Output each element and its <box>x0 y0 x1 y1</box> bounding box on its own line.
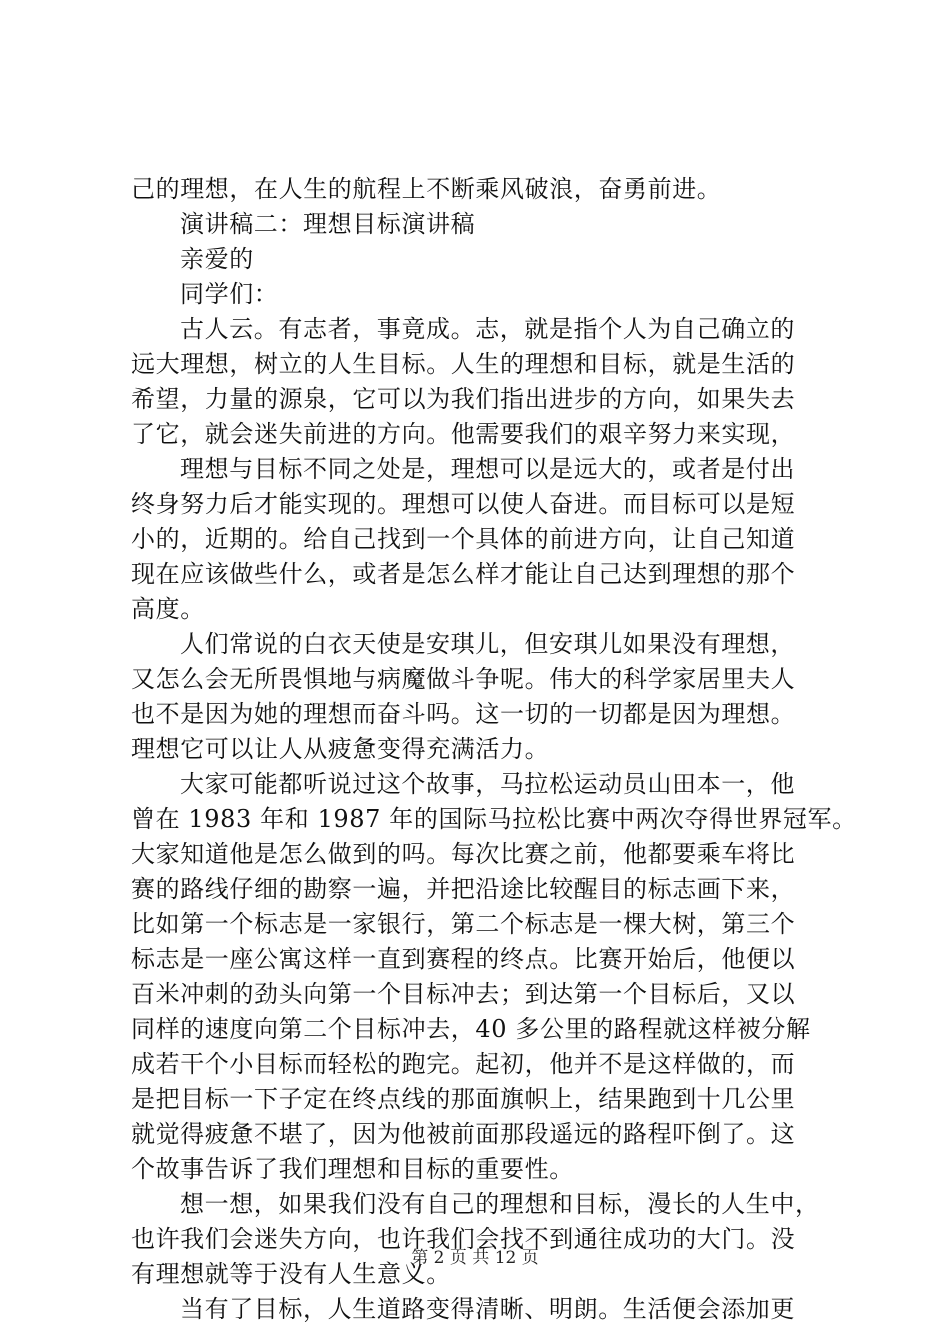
text-line: 现在应该做些什么，或者是怎么样才能让自己达到理想的那个 <box>131 560 796 588</box>
text-line: 己的理想，在人生的航程上不断乘风破浪，奋勇前进。 <box>131 175 722 203</box>
text-line: 了它，就会迷失前进的方向。他需要我们的艰辛努力来实现， <box>131 420 796 448</box>
document-body <box>131 172 857 1327</box>
text-line: 小的，近期的。给自己找到一个具体的前进方向，让自己知道 <box>131 525 796 553</box>
text-line: 就觉得疲惫不堪了，因为他被前面那段遥远的路程吓倒了。这 <box>131 1120 796 1148</box>
text-line: 古人云。有志者，事竟成。志，就是指个人为自己确立的 <box>180 315 795 343</box>
text-line: 成若干个小目标而轻松的跑完。起初，他并不是这样做的，而 <box>131 1050 796 1078</box>
page-number-footer: 第 2 页 共 12 页 <box>411 1248 539 1268</box>
text-line: 又怎么会无所畏惧地与病魔做斗争呢。伟大的科学家居里夫人 <box>131 665 796 693</box>
text-line: 亲爱的 <box>180 245 254 273</box>
text-line: 理想与目标不同之处是，理想可以是远大的，或者是付出 <box>180 455 795 483</box>
text-line: 百米冲刺的劲头向第一个目标冲去；到达第一个目标后，又以 <box>131 980 796 1008</box>
text-line: 有理想就等于没有人生意义。 <box>131 1260 451 1288</box>
text-line: 是把目标一下子定在终点线的那面旗帜上，结果跑到十几公里 <box>131 1085 796 1113</box>
text-line: 大家可能都听说过这个故事，马拉松运动员山田本一，他 <box>180 770 795 798</box>
text-line: 标志是一座公寓这样一直到赛程的终点。比赛开始后，他便以 <box>131 945 796 973</box>
text-line: 同样的速度向第二个目标冲去，40 多公里的路程就这样被分解 <box>131 1015 811 1043</box>
text-line: 远大理想，树立的人生目标。人生的理想和目标，就是生活的 <box>131 350 796 378</box>
text-line: 高度。 <box>131 595 205 623</box>
text-line: 想一想，如果我们没有自己的理想和目标，漫长的人生中， <box>180 1190 820 1218</box>
text-line: 希望，力量的源泉，它可以为我们指出进步的方向，如果失去 <box>131 385 796 413</box>
text-line: 比如第一个标志是一家银行，第二个标志是一棵大树，第三个 <box>131 910 796 938</box>
text-line: 同学们： <box>180 280 279 308</box>
text-line: 当有了目标，人生道路变得清晰、明朗。生活便会添加更 <box>180 1295 795 1323</box>
text-line: 曾在 1983 年和 1987 年的国际马拉松比赛中两次夺得世界冠军。 <box>131 805 857 833</box>
text-line: 终身努力后才能实现的。理想可以使人奋进。而目标可以是短 <box>131 490 796 518</box>
text-line: 人们常说的白衣天使是安琪儿，但安琪儿如果没有理想， <box>180 630 795 658</box>
text-line: 演讲稿二：理想目标演讲稿 <box>180 210 476 238</box>
text-line: 大家知道他是怎么做到的吗。每次比赛之前，他都要乘车将比 <box>131 840 796 868</box>
text-line: 也许我们会迷失方向，也许我们会找不到通往成功的大门。没 <box>131 1225 796 1253</box>
text-line: 理想它可以让人从疲惫变得充满活力。 <box>131 735 550 763</box>
text-line: 也不是因为她的理想而奋斗吗。这一切的一切都是因为理想。 <box>131 700 796 728</box>
text-line: 个故事告诉了我们理想和目标的重要性。 <box>131 1155 574 1183</box>
text-line: 赛的路线仔细的勘察一遍，并把沿途比较醒目的标志画下来， <box>131 875 796 903</box>
